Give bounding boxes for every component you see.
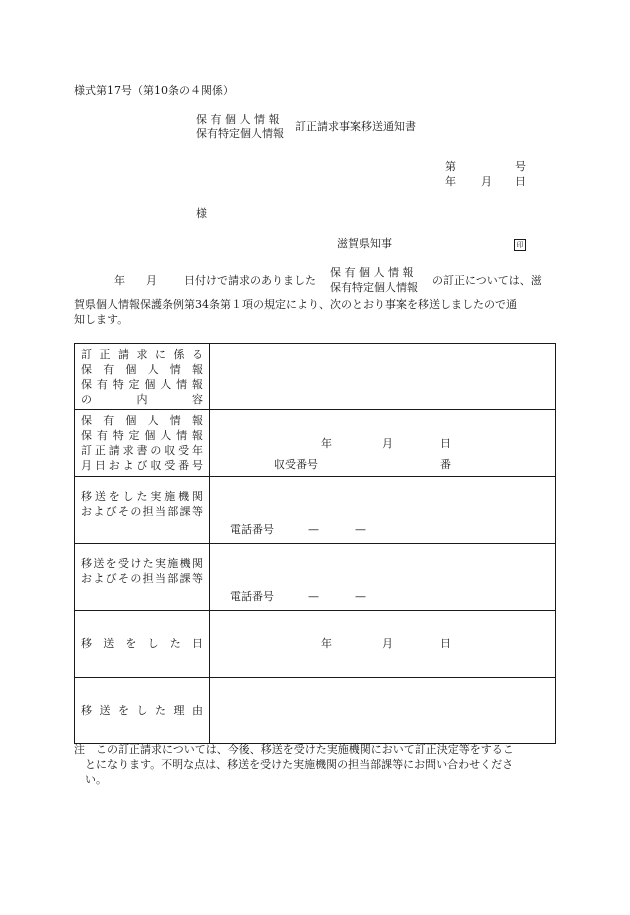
note-line-1: この訂正請求については、今後、移送を受けた実施機関において訂正決定等をするこ — [96, 743, 514, 756]
body-option-2: 保有特定個人情報 — [330, 281, 418, 294]
label-line: の 内 容 — [81, 393, 203, 406]
label-line: 移 送 を し た 日 — [81, 637, 203, 650]
label-line: 保 有 個 人 情 報 — [81, 414, 203, 427]
body-line-2: 賀県個人情報保護条例第34条第１項の規定により、次のとおり事案を移送しましたので通 — [74, 298, 517, 311]
receiver-cell[interactable] — [210, 544, 556, 611]
sender-phone-dash-2: — — [355, 523, 366, 536]
receipt-year: 年 — [321, 437, 332, 450]
body-option-1: 保 有 個 人 情 報 — [330, 266, 414, 279]
footnote — [74, 742, 556, 787]
transfer-form-table — [74, 343, 556, 744]
title-option-1: 保 有 個 人 情 報 — [196, 113, 280, 126]
seal-mark: 印 — [514, 239, 526, 251]
body-month: 月 — [146, 274, 157, 287]
label-line: 移 送 を 受 け た 実 施 機 関 — [81, 557, 203, 570]
label-line: 訂 正 請 求 に 係 る — [81, 348, 203, 361]
note-line-2: とになります。不明な点は、移送を受けた実施機関の担当部課等にお問い合わせくださ — [85, 758, 514, 771]
doc-number-dai: 第 — [445, 160, 456, 173]
row-label-sender — [75, 477, 210, 544]
table-row — [75, 344, 556, 410]
label-line: 月 日 お よ び 収 受 番 号 — [81, 459, 203, 472]
transfer-month: 月 — [382, 637, 393, 650]
title-option-2: 保有特定個人情報 — [196, 127, 284, 140]
note-prefix: 注 — [74, 743, 85, 756]
label-line: 保 有 特 定 個 人 情 報 — [81, 378, 203, 391]
receipt-ban: 番 — [440, 458, 451, 471]
row-label-receiver — [75, 544, 210, 611]
label-line: 移 送 を し た 理 由 — [81, 704, 203, 717]
sender-phone-dash-1: — — [308, 523, 319, 536]
receiver-phone-dash-2: — — [355, 590, 366, 603]
label-line: お よ び そ の 担 当 部 課 等 — [81, 505, 203, 518]
row-label-content — [75, 344, 210, 410]
body-year: 年 — [114, 274, 125, 287]
transfer-day: 日 — [440, 637, 451, 650]
issuer-name: 滋賀県知事 — [337, 237, 392, 250]
table-row — [75, 477, 556, 544]
date-year: 年 — [445, 175, 456, 188]
label-line: 訂 正 請 求 書 の 収 受 年 — [81, 444, 203, 457]
body-after-options: の訂正については、滋 — [432, 274, 542, 287]
transfer-year: 年 — [321, 637, 332, 650]
row-label-transfer-reason — [75, 678, 210, 744]
body-date-text: 日付けで請求のありました — [184, 274, 316, 287]
form-number: 様式第17号（第10条の４関係） — [74, 84, 234, 97]
label-line: 保 有 個 人 情 報 — [81, 363, 203, 376]
label-line: 移 送 を し た 実 施 機 関 — [81, 490, 203, 503]
addressee-sama: 様 — [196, 207, 207, 220]
label-line: お よ び そ の 担 当 部 課 等 — [81, 572, 203, 585]
note-line-3: い。 — [85, 773, 107, 786]
doc-number-go: 号 — [515, 160, 526, 173]
body-line-3: 知します。 — [74, 313, 129, 326]
label-line: 保 有 特 定 個 人 情 報 — [81, 429, 203, 442]
transfer-date-cell[interactable] — [210, 611, 556, 678]
row-label-transfer-date — [75, 611, 210, 678]
content-cell[interactable] — [210, 344, 556, 410]
receipt-number-label: 収受番号 — [274, 458, 318, 471]
table-row — [75, 678, 556, 744]
date-month: 月 — [481, 175, 492, 188]
table-row — [75, 611, 556, 678]
sender-cell[interactable] — [210, 477, 556, 544]
date-day: 日 — [515, 175, 526, 188]
page-title: 訂正請求事案移送通知書 — [295, 120, 416, 133]
receiver-phone-label: 電話番号 — [230, 590, 274, 603]
receipt-month: 月 — [382, 437, 393, 450]
table-row — [75, 544, 556, 611]
transfer-reason-cell[interactable] — [210, 678, 556, 744]
sender-phone-label: 電話番号 — [230, 523, 274, 536]
receiver-phone-dash-1: — — [308, 590, 319, 603]
row-label-receipt — [75, 410, 210, 477]
table-row — [75, 410, 556, 477]
receipt-day: 日 — [440, 437, 451, 450]
receipt-cell[interactable] — [210, 410, 556, 477]
